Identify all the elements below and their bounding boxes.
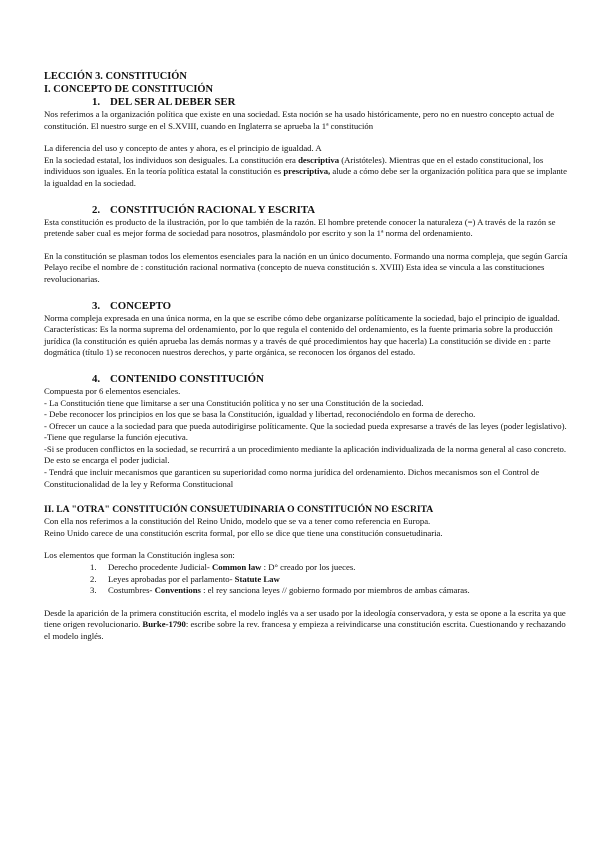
section-3-heading: 3. CONCEPTO (92, 299, 171, 312)
part1-title: I. CONCEPTO DE CONSTITUCIÓN (44, 83, 213, 95)
paragraph: Desde la aparición de la primera constitución escrita, el modelo inglés va a ser usado por la ideología conservadora, y esta se opone a la escrita ya que tiene origen revolucionario. Burke-1790: escribe sobre la rev. francesa y empieza a reivindicarse una constitución escrita. Cuestionando y rechazando el modelo inglés. (44, 607, 566, 641)
list-item: - La Constitución tiene que limitarse a ser una Constitución política y no ser una Constitución de la sociedad. (44, 397, 424, 408)
paragraph: Nos referimos a la organización política que existe en una sociedad. Esta noción se ha usado históricamente, pero no en nuestro concepto actual de constitución. El nuestro surge en el S.XVIII, cuando en Inglaterra se aprueba la 1ª constitución (44, 109, 555, 131)
section-2-heading: 2. CONSTITUCIÓN RACIONAL Y ESCRITA (92, 203, 316, 216)
list-item: -Tiene que regularse la función ejecutiva. (44, 432, 188, 443)
paragraph: Reino Unido carece de una constitución escrita formal, por ello se dice que tiene una constitución consuetudinaria. (44, 527, 443, 538)
paragraph: En la constitución se plasman todos los elementos esenciales para la nación en un único documento. Formando una norma compleja, que según García Pelayo recibe el nombre de : constitución racional normativa (concepto de nueva constitución s. XVIII) Esta idea se vincula a las constituciones revolucionarias. (44, 250, 568, 284)
paragraph: Los elementos que forman la Constitución inglesa son: (44, 550, 235, 561)
paragraph: Con ella nos referimos a la constitución del Reino Unido, modelo que se va a tener como referencia en Europa. (44, 516, 431, 527)
list-item: - Tendrá que incluir mecanismos que garanticen su superioridad como norma jurídica del ordenamiento. Dichos mecanismos son el Control de Constitucionalidad de la ley y Reforma Constitucional (44, 467, 540, 489)
paragraph: Compuesta por 6 elementos esenciales. (44, 385, 181, 396)
list-item: -Si se producen conflictos en la sociedad, se recurrirá a un procedimiento mediante la aplicación individualizada de la norma general al caso concreto. De esto se encarga el poder judicial. (44, 443, 566, 466)
paragraph: La diferencia del uso y concepto de antes y ahora, es el principio de igualdad. A (44, 143, 322, 154)
paragraph: Características: Es la norma suprema del ordenamiento, por lo que regula el contenido del ordenamiento, es la fuente primaria sobre la producción jurídica (la constitución es quién aprueba las demás normas y a través de qué procedimientos hay que hacerla) La constitución se divide en : parte dogmática (título 1) se reconocen nuestros derechos, y parte orgánica, se reconocen los órganos del estado. (44, 324, 553, 358)
section-4-heading: 4. CONTENIDO CONSTITUCIÓN (92, 372, 264, 385)
paragraph: Norma compleja expresada en una única norma, en la que se escribe cómo debe organizarse políticamente la sociedad, bajo el principio de igualdad. (44, 312, 560, 323)
part2-title: II. LA "OTRA" CONSTITUCIÓN CONSUETUDINARIA O CONSTITUCIÓN NO ESCRITA (44, 504, 434, 516)
list-item: 2. Leyes aprobadas por el parlamento- Statute Law (90, 573, 280, 584)
lesson-title: LECCIÓN 3. CONSTITUCIÓN (44, 71, 187, 82)
section-1-heading: 1. DEL SER AL DEBER SER (92, 96, 236, 108)
list-item: 1. Derecho procedente Judicial- Common law : D° creado por los jueces. (90, 562, 356, 573)
list-item: - Ofrecer un cauce a la sociedad para que pueda autodirigirse políticamente. Que la sociedad pueda expresarse a través de las leyes (poder legislativo). (44, 420, 567, 431)
elements-list (44, 562, 570, 597)
list-item: - Debe reconocer los principios en los que se basa la Constitución, igualdad y libertad, reconociéndolo en forma de derecho. (44, 409, 476, 420)
paragraph: Esta constitución es producto de la ilustración, por lo que también de la razón. El hombre pretende conocer la naturaleza (=) A través de la razón se pretende saber cual es mejor forma de sociedad para nosotros, plasmándolo por escrito y son la 1ª norma del ordenamiento. (44, 216, 556, 239)
list-item: 3. Costumbres- Conventions : el rey sanciona leyes // gobierno formado por miembros de ambas cámaras. (90, 585, 470, 596)
paragraph: En la sociedad estatal, los individuos son desiguales. La constitución era descriptiva (Aristóteles). Mientras que en el estado constitucional, los individuos son iguales. En la teoría política estatal la constitución es prescriptiva, alude a cómo debe ser la organización política para que se implante la igualdad en la sociedad. (44, 154, 567, 188)
